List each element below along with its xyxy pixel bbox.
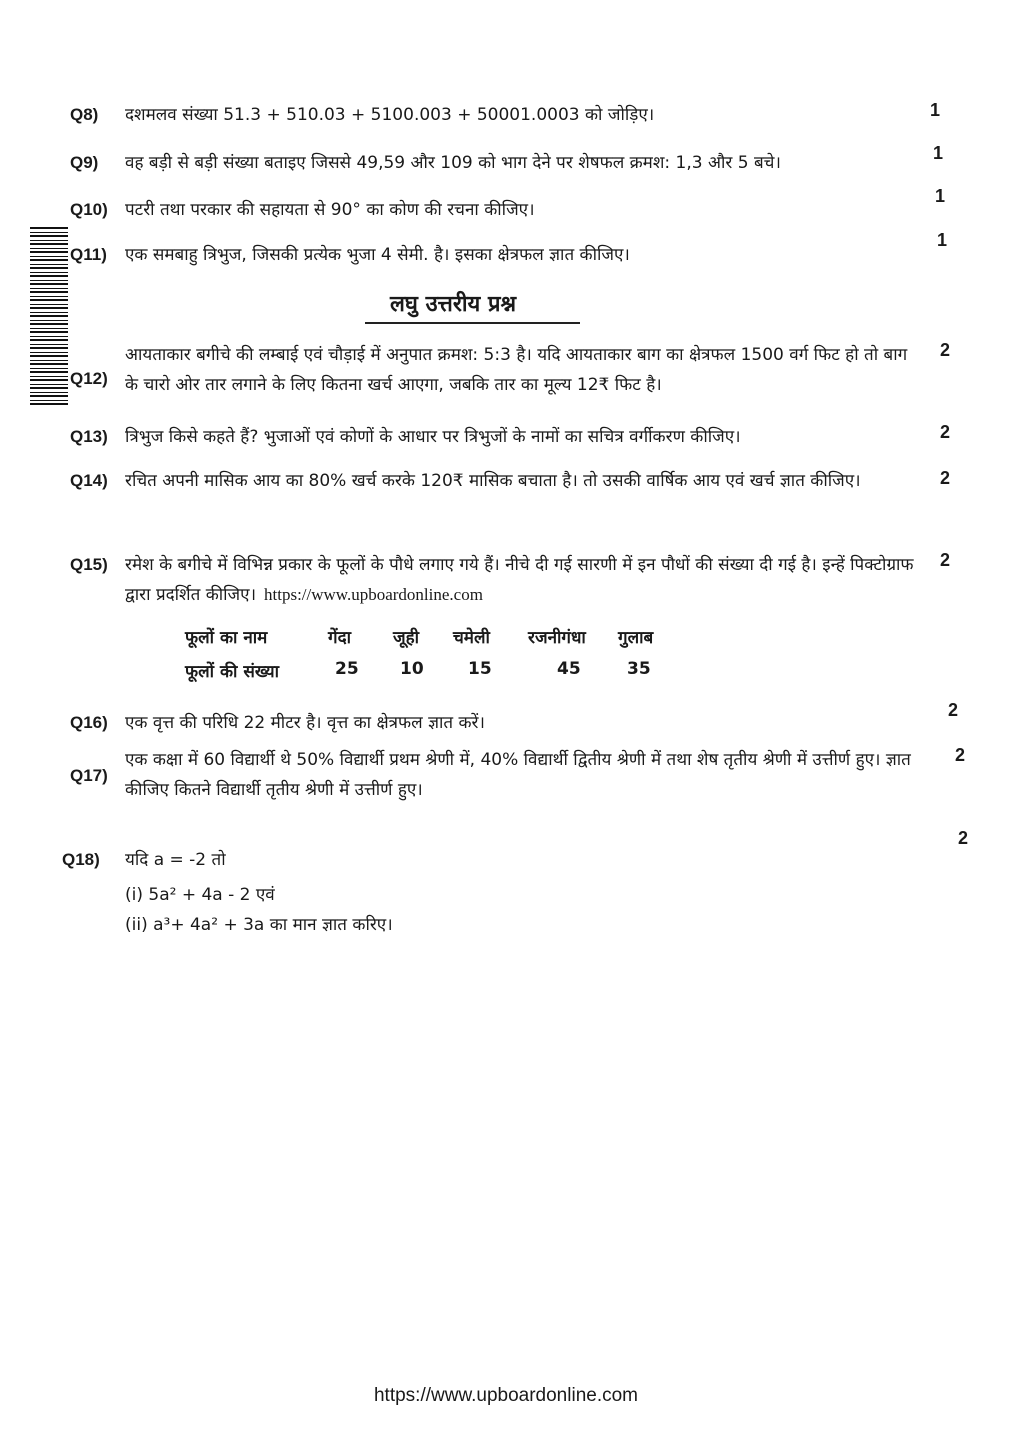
marks-q9: 1 bbox=[933, 143, 944, 163]
table-cell: गुलाब bbox=[618, 628, 654, 648]
q18-part-2: (ii) a³+ 4a² + 3a का मान ज्ञात करिए। bbox=[125, 915, 393, 935]
question-text: पटरी तथा परकार की सहायता से 90° का कोण की रचना कीजिए। bbox=[125, 200, 535, 220]
table-cell: जूही bbox=[393, 628, 420, 648]
marks-q18: 2 bbox=[958, 828, 969, 848]
question-text: आयताकार बगीचे की लम्बाई एवं चौड़ाई में अनुपात क्रमश: 5:3 है। यदि आयताकार बाग का क्षेत्रफल 1500 वर्ग फिट हो तो बाग के चारो ओर तार लगाने के लिए कितना खर्च आएगा, जबकि तार का मूल्य 12₹ फिट है। bbox=[125, 345, 908, 395]
question-q14 bbox=[70, 466, 920, 530]
table-count-label: फूलों की संख्या bbox=[185, 662, 280, 682]
question-number: Q10) bbox=[70, 200, 108, 219]
table-cell: 15 bbox=[468, 659, 492, 679]
marks-q10: 1 bbox=[935, 186, 946, 206]
table-header-label: फूलों का नाम bbox=[185, 628, 268, 648]
question-number: Q15) bbox=[70, 555, 108, 574]
table-cell: 25 bbox=[335, 659, 359, 679]
question-number: Q9) bbox=[70, 153, 99, 172]
question-q12 bbox=[70, 340, 920, 404]
question-text bbox=[125, 550, 915, 610]
question-text: त्रिभुज किसे कहते हैं? भुजाओं एवं कोणों के आधार पर त्रिभुजों के नामों का सचित्र वर्गीकरण कीजिए। bbox=[125, 427, 741, 447]
marks-q15: 2 bbox=[940, 550, 951, 570]
marks-q11: 1 bbox=[937, 230, 948, 250]
question-number: Q17) bbox=[70, 766, 108, 785]
section-title: लघु उत्तरीय प्रश्न bbox=[390, 292, 517, 317]
table-cell: 10 bbox=[400, 659, 424, 679]
question-text: एक कक्षा में 60 विद्यार्थी थे 50% विद्यार्थी प्रथम श्रेणी में, 40% विद्यार्थी द्वितीय श्रेणी में तथा शेष तृतीय श्रेणी में उत्तीर्ण हुए। ज्ञात कीजिए कितने विद्यार्थी तृतीय श्रेणी में उत्तीर्ण हुए। bbox=[125, 750, 911, 800]
table-cell: चमेली bbox=[453, 628, 490, 648]
footer-url: https://www.upboardonline.com bbox=[373, 1385, 639, 1406]
question-text: वह बड़ी से बड़ी संख्या बताइए जिससे 49,59 और 109 को भाग देने पर शेषफल क्रमश: 1,3 और 5 बचे। bbox=[125, 153, 781, 173]
question-text: दशमलव संख्या 51.3 + 510.03 + 5100.003 + 50001.0003 को जोड़िए। bbox=[125, 105, 655, 125]
section-title-underline bbox=[365, 322, 580, 324]
question-text: एक वृत्त की परिधि 22 मीटर है। वृत्त का क्षेत्रफल ज्ञात करें। bbox=[125, 713, 485, 733]
question-text: एक समबाहु त्रिभुज, जिसकी प्रत्येक भुजा 4 सेमी. है। इसका क्षेत्रफल ज्ञात कीजिए। bbox=[125, 245, 630, 265]
marks-q8: 1 bbox=[930, 100, 941, 120]
marks-q12: 2 bbox=[940, 340, 951, 360]
question-q15 bbox=[70, 550, 920, 614]
marks-q13: 2 bbox=[940, 422, 951, 442]
question-text: यदि a = -2 तो bbox=[125, 850, 226, 870]
question-text-body: रमेश के बगीचे में विभिन्न प्रकार के फूलों के पौधे लगाए गये हैं। नीचे दी गई सारणी में इन पौधों की संख्या दी गई है। इन्हें पिक्टोग्राफ द्वारा प्रदर्शित कीजिए। bbox=[125, 555, 914, 605]
q18-part-1: (i) 5a² + 4a - 2 एवं bbox=[125, 885, 275, 905]
marks-q17: 2 bbox=[955, 745, 966, 765]
question-number: Q11) bbox=[70, 245, 107, 264]
question-number: Q12) bbox=[70, 369, 108, 388]
question-text: रचित अपनी मासिक आय का 80% खर्च करके 120₹ मासिक बचाता है। तो उसकी वार्षिक आय एवं खर्च ज्ञात कीजिए। bbox=[125, 471, 861, 491]
question-number: Q16) bbox=[70, 713, 108, 732]
question-number: Q8) bbox=[70, 105, 99, 124]
barcode-strip bbox=[30, 225, 68, 405]
table-cell: 45 bbox=[557, 659, 581, 679]
question-number: Q13) bbox=[70, 427, 108, 446]
question-number: Q18) bbox=[62, 850, 100, 869]
marks-q16: 2 bbox=[948, 700, 959, 720]
marks-q14: 2 bbox=[940, 468, 951, 488]
table-cell: गेंदा bbox=[328, 628, 352, 648]
question-q17 bbox=[70, 745, 920, 809]
table-cell: रजनीगंधा bbox=[528, 628, 586, 648]
question-number: Q14) bbox=[70, 471, 108, 490]
table-cell: 35 bbox=[627, 659, 651, 679]
inline-url: https://www.upboardonline.com bbox=[264, 585, 483, 604]
